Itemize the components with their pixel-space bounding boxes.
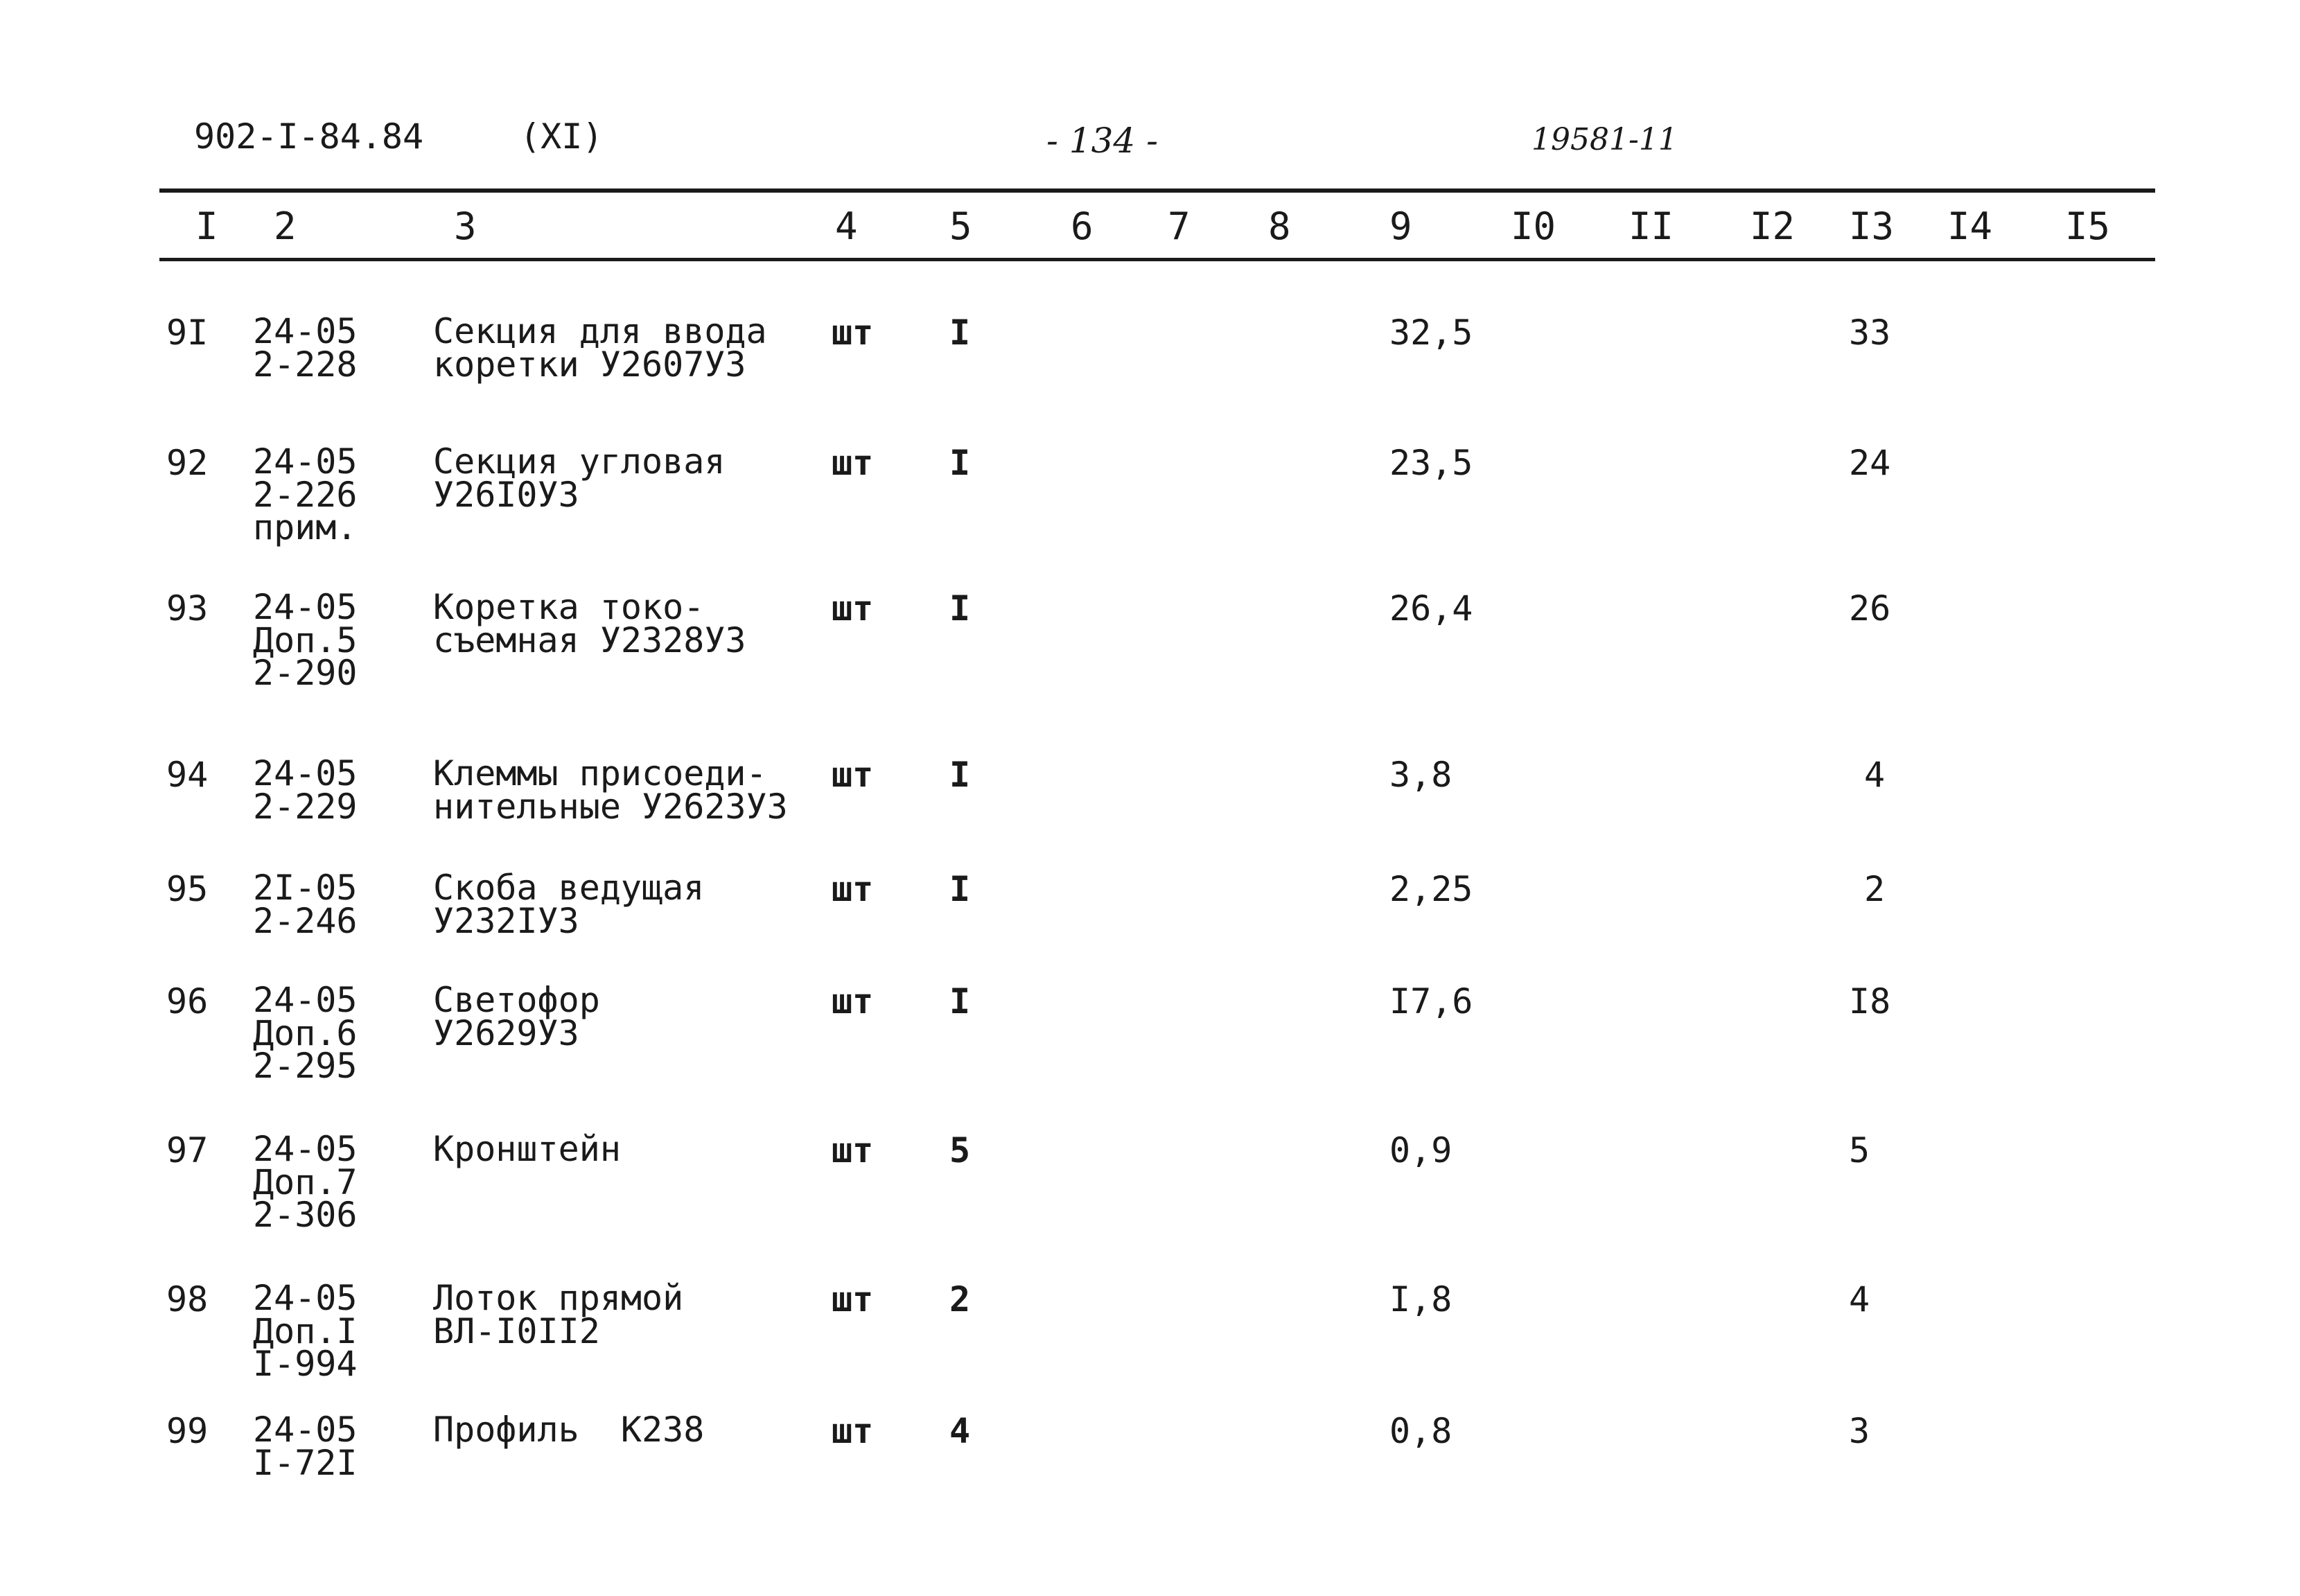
catalog-code: 24-05 2-229 bbox=[253, 753, 358, 827]
unit: шт bbox=[832, 313, 874, 353]
unit: шт bbox=[832, 443, 874, 483]
col-11: II bbox=[1629, 204, 1674, 248]
row-number: 94 bbox=[166, 755, 209, 795]
col-10: I0 bbox=[1511, 204, 1556, 248]
item-name: Кронштейн bbox=[433, 1129, 621, 1169]
quantity: 4 bbox=[949, 1411, 971, 1451]
unit-mass: 23,5 bbox=[1389, 443, 1473, 483]
item-name: Клеммы присоеди- нительные У2623УЗ bbox=[433, 753, 788, 827]
unit-mass: I,8 bbox=[1389, 1279, 1452, 1319]
quantity: I bbox=[949, 588, 971, 629]
quantity: I bbox=[949, 869, 971, 909]
doc-code: 902-I-84.84 bbox=[194, 116, 424, 157]
row-number: 97 bbox=[166, 1130, 209, 1170]
quantity: I bbox=[949, 755, 971, 795]
header-rule-top bbox=[159, 188, 2155, 193]
unit-mass: 32,5 bbox=[1389, 313, 1473, 353]
col-5: 5 bbox=[949, 204, 972, 248]
quantity: I bbox=[949, 443, 971, 483]
unit: шт bbox=[832, 869, 874, 909]
col-3: 3 bbox=[454, 204, 477, 248]
col-6: 6 bbox=[1071, 204, 1094, 248]
col-2: 2 bbox=[274, 204, 297, 248]
row-number: 99 bbox=[166, 1411, 209, 1451]
col-4: 4 bbox=[835, 204, 858, 248]
item-name: Скоба ведущая У232IУЗ bbox=[433, 868, 705, 941]
catalog-code: 24-05 2-228 bbox=[253, 311, 358, 385]
reference-number: 19581-11 bbox=[1531, 122, 1678, 157]
catalog-code: 24-05 2-226 прим. bbox=[253, 441, 358, 547]
catalog-code: 2I-05 2-246 bbox=[253, 868, 358, 941]
quantity: I bbox=[949, 313, 971, 353]
unit: шт bbox=[832, 981, 874, 1021]
section-label: (XI) bbox=[520, 116, 604, 157]
col-1: I bbox=[195, 204, 218, 248]
total-mass: 4 bbox=[1849, 1279, 1870, 1319]
unit-mass: 26,4 bbox=[1389, 588, 1473, 629]
unit-mass: 3,8 bbox=[1389, 755, 1452, 795]
col-12: I2 bbox=[1750, 204, 1796, 248]
col-9: 9 bbox=[1389, 204, 1412, 248]
catalog-code: 24-05 Доп.5 2-290 bbox=[253, 587, 358, 693]
row-number: 95 bbox=[166, 869, 209, 909]
unit-mass: 0,9 bbox=[1389, 1130, 1452, 1170]
item-name: Секция угловая У26I0УЗ bbox=[433, 441, 726, 515]
unit-mass: 2,25 bbox=[1389, 869, 1473, 909]
row-number: 93 bbox=[166, 588, 209, 629]
row-number: 96 bbox=[166, 981, 209, 1021]
catalog-code: 24-05 I-72I bbox=[253, 1410, 358, 1483]
row-number: 9I bbox=[166, 313, 209, 353]
catalog-code: 24-05 Доп.6 2-295 bbox=[253, 980, 358, 1086]
unit-mass: I7,6 bbox=[1389, 981, 1473, 1021]
quantity: I bbox=[949, 981, 971, 1021]
item-name: Светофор У2629УЗ bbox=[433, 980, 600, 1053]
catalog-code: 24-05 Доп.I I-994 bbox=[253, 1278, 358, 1384]
col-7: 7 bbox=[1168, 204, 1191, 248]
total-mass: 4 bbox=[1864, 755, 1886, 795]
unit: шт bbox=[832, 588, 874, 629]
item-name: Коретка токо- съемная У2328УЗ bbox=[433, 587, 746, 660]
col-13: I3 bbox=[1849, 204, 1895, 248]
quantity: 2 bbox=[949, 1279, 971, 1319]
item-name: Секция для ввода коретки У2607УЗ bbox=[433, 311, 767, 385]
catalog-code: 24-05 Доп.7 2-306 bbox=[253, 1129, 358, 1235]
total-mass: I8 bbox=[1849, 981, 1891, 1021]
total-mass: 26 bbox=[1849, 588, 1891, 629]
item-name: Профиль К238 bbox=[433, 1410, 705, 1450]
col-8: 8 bbox=[1268, 204, 1291, 248]
unit: шт bbox=[832, 1130, 874, 1170]
col-15: I5 bbox=[2065, 204, 2111, 248]
row-number: 92 bbox=[166, 443, 209, 483]
total-mass: 2 bbox=[1864, 869, 1886, 909]
unit: шт bbox=[832, 1279, 874, 1319]
unit-mass: 0,8 bbox=[1389, 1411, 1452, 1451]
total-mass: 3 bbox=[1849, 1411, 1870, 1451]
page-number: - 134 - bbox=[1046, 121, 1159, 161]
total-mass: 5 bbox=[1849, 1130, 1870, 1170]
item-name: Лоток прямой ВЛ-I0II2 bbox=[433, 1278, 684, 1351]
total-mass: 24 bbox=[1849, 443, 1891, 483]
row-number: 98 bbox=[166, 1279, 209, 1319]
unit: шт bbox=[832, 1411, 874, 1451]
header-rule-bottom bbox=[159, 258, 2155, 261]
quantity: 5 bbox=[949, 1130, 971, 1170]
total-mass: 33 bbox=[1849, 313, 1891, 353]
unit: шт bbox=[832, 755, 874, 795]
col-14: I4 bbox=[1947, 204, 1993, 248]
